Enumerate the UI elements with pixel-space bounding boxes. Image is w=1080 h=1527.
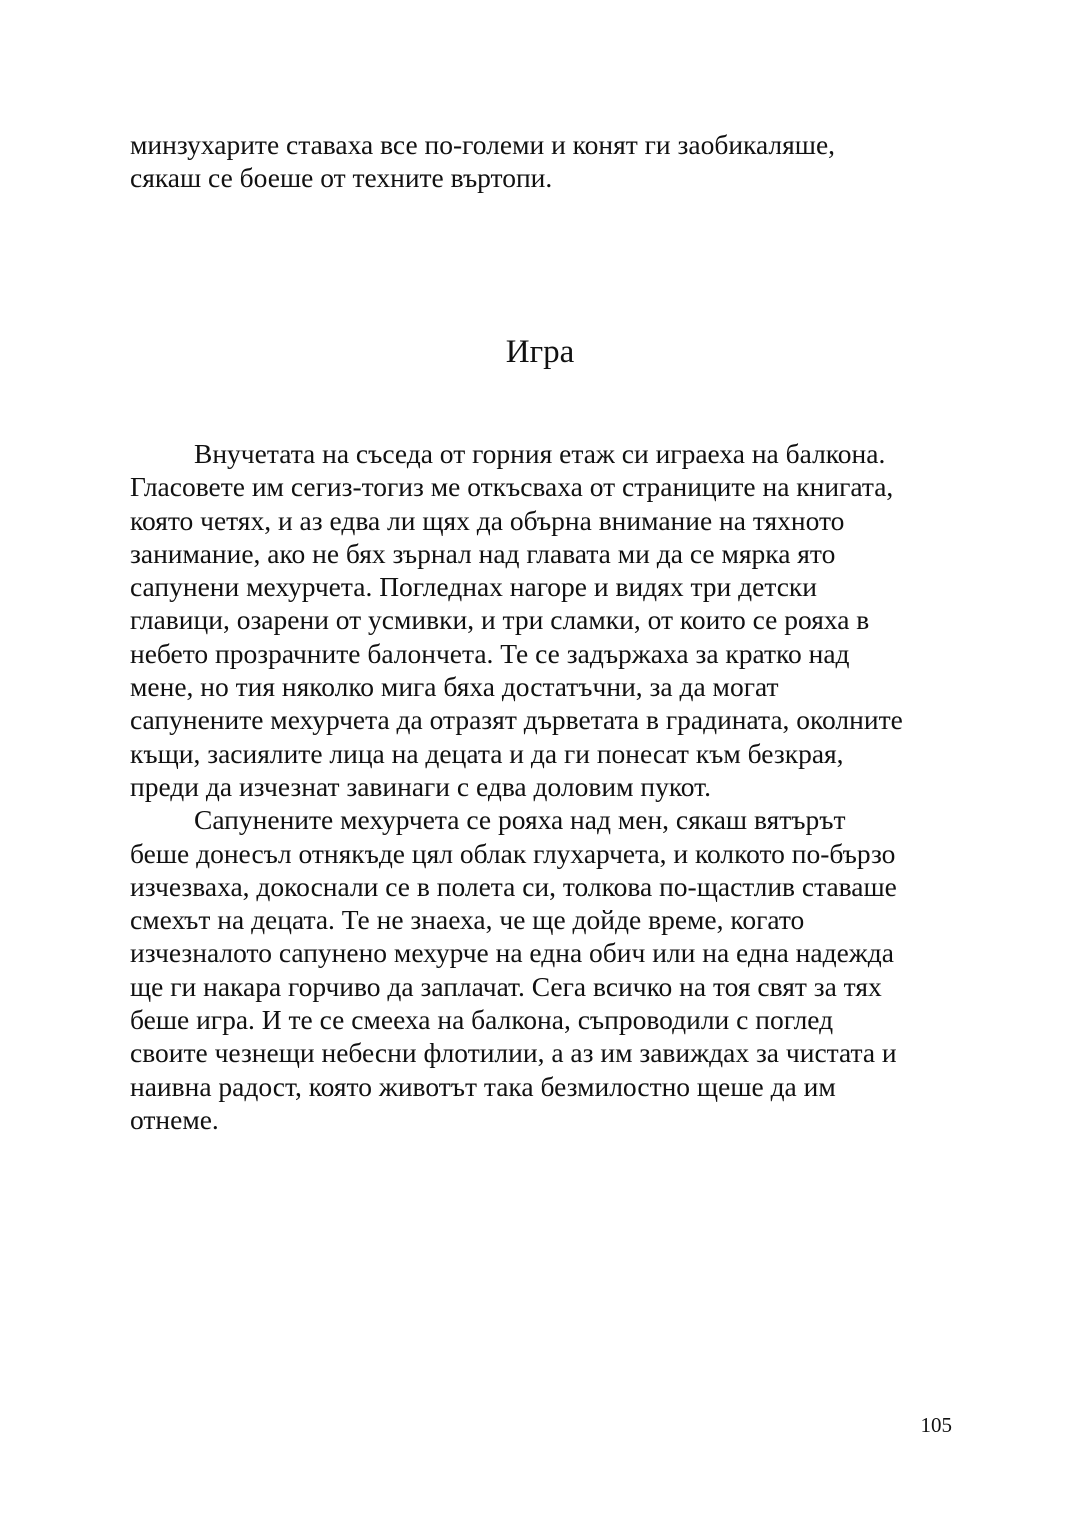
chapter-title: Игра bbox=[505, 334, 575, 370]
text-line: ще ги накара горчиво да заплачат. Сега всичко на тоя свят за тях bbox=[130, 970, 882, 1002]
text-line: занимание, ако не бях зърнал над главата ми да се мярка ято bbox=[130, 537, 836, 569]
page-number: 105 bbox=[920, 1413, 952, 1437]
paragraph-1 bbox=[130, 437, 960, 803]
text-line: Гласовете им сегиз-тогиз ме откъсваха от страниците на книгата, bbox=[130, 471, 894, 503]
text-line: която четях, и аз едва ли щях да обърна внимание на тяхното bbox=[130, 504, 845, 536]
text-line: сапунени мехурчета. Погледнах нагоре и видях три детски bbox=[130, 571, 817, 603]
text-line: Сапунените мехурчета се рояха над мен, сякаш вятърът bbox=[194, 804, 846, 836]
chapter-body bbox=[130, 437, 960, 1136]
text-line: изчезваха, докоснали се в полета си, толкова по-щастлив ставаше bbox=[130, 870, 897, 902]
text-line: главици, озарени от усмивки, и три сламки, от които се рояха в bbox=[130, 604, 870, 636]
text-line: минзухарите ставаха все по-големи и конят ги заобикаляше, bbox=[130, 129, 836, 160]
text-line: отнеме. bbox=[130, 1103, 219, 1135]
text-line: сякаш се боеше от техните въртопи. bbox=[130, 162, 553, 194]
text-line: мене, но тия няколко мига бяха достатъчни, за да могат bbox=[130, 671, 779, 703]
text-line: къщи, засиялите лица на децата и да ги понесат към безкрая, bbox=[130, 737, 844, 769]
text-line: наивна радост, която животът така безмилостно щеше да им bbox=[130, 1070, 836, 1102]
text-line: изчезналото сапунено мехурче на една обич или на една надежда bbox=[130, 937, 894, 969]
text-line: небето прозрачните балончета. Те се задържаха за кратко над bbox=[130, 637, 850, 669]
paragraph-2 bbox=[130, 803, 960, 1136]
text-line: беше донесъл отнякъде цял облак глухарчета, и колкото по-бързо bbox=[130, 837, 896, 869]
text-line: своите чезнещи небесни флотилии, а аз им завиждах за чистата и bbox=[130, 1037, 897, 1069]
text-line: преди да изчезнат завинаги с едва доловим пукот. bbox=[130, 770, 711, 802]
text-line: сапунените мехурчета да отразят дърветата в градината, околните bbox=[130, 704, 903, 736]
previous-chapter-ending bbox=[130, 128, 960, 195]
text-line: беше игра. И те се смееха на балкона, съпроводили с поглед bbox=[130, 1004, 834, 1036]
text-line: Внучетата на съседа от горния етаж си играеха на балкона. bbox=[194, 438, 886, 469]
text-line: смехът на децата. Те не знаеха, че ще дойде време, когато bbox=[130, 904, 805, 936]
